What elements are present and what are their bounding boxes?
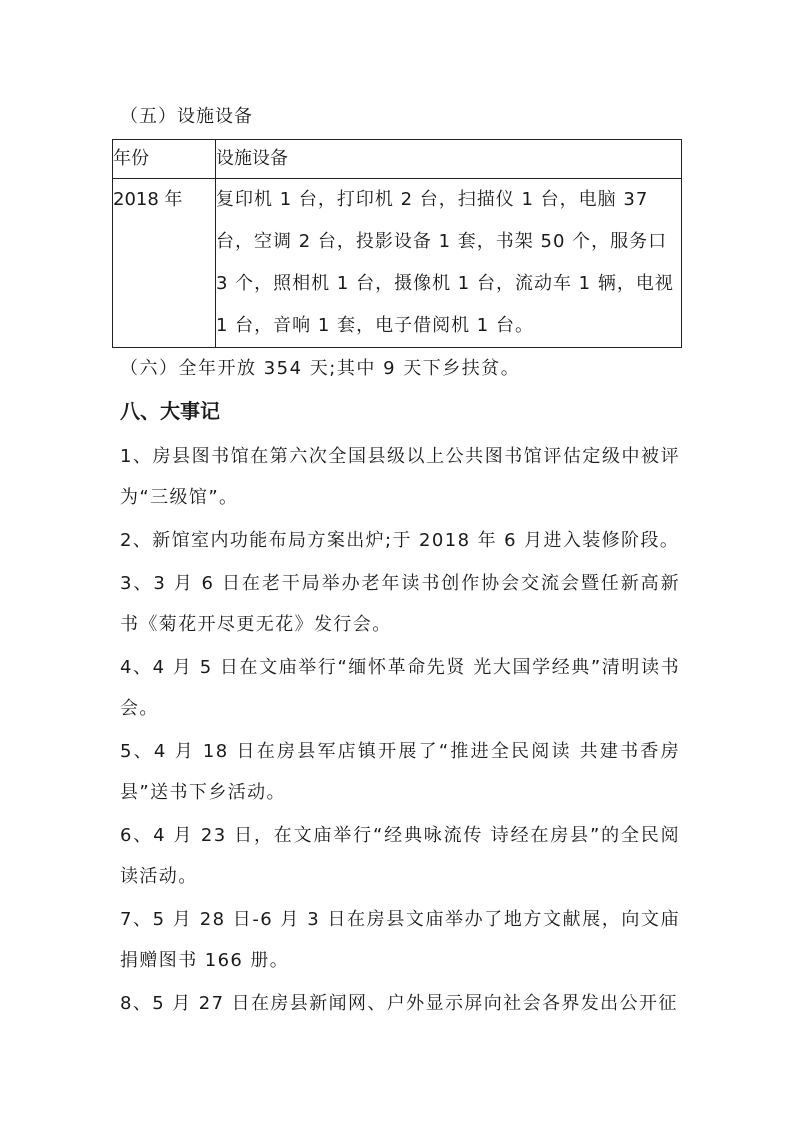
event-item: 3、3 月 6 日在老干局举办老年读书创作协会交流会暨任新高新书《菊花开尽更无花》发行会。 (120, 573, 680, 635)
facilities-table (112, 139, 682, 348)
header-equipment: 设施设备 (216, 140, 682, 179)
open-days-text: （六）全年开放 354 天;其中 9 天下乡扶贫。 (120, 358, 521, 379)
table-header-row (113, 140, 682, 179)
events-list (120, 436, 680, 1026)
event-item: 1、房县图书馆在第六次全国县级以上公共图书馆评估定级中被评为“三级馆”。 (120, 446, 680, 508)
event-item: 7、5 月 28 日-6 月 3 日在房县文庙举办了地方文献展，向文庙捐赠图书 166 册。 (120, 909, 680, 971)
cell-year: 2018 年 (113, 179, 216, 348)
header-year: 年份 (113, 140, 216, 179)
table-row (113, 179, 682, 348)
event-item: 6、4 月 23 日，在文庙举行“经典咏流传 诗经在房县”的全民阅读活动。 (120, 825, 680, 887)
event-item: 2、新馆室内功能布局方案出炉;于 2018 年 6 月进入装修阶段。 (120, 530, 680, 551)
events-heading: 八、大事记 (120, 399, 220, 423)
event-item: 5、4 月 18 日在房县军店镇开展了“推进全民阅读 共建书香房县”送书下乡活动。 (120, 741, 680, 803)
cell-equipment: 复印机 1 台，打印机 2 台，扫描仪 1 台，电脑 37 台，空调 2 台，投影设备 1 套，书架 50 个，服务口 3 个，照相机 1 台，摄像机 1 台，流动车 1 辆，电视 1 台，音响 1 套，电子借阅机 1 台。 (216, 179, 682, 348)
facilities-heading: （五）设施设备 (120, 106, 253, 127)
event-item: 8、5 月 27 日在房县新闻网、户外显示屏向社会各界发出公开征 (120, 993, 678, 1014)
event-item: 4、4 月 5 日在文庙举行“缅怀革命先贤 光大国学经典”清明读书会。 (120, 657, 680, 719)
